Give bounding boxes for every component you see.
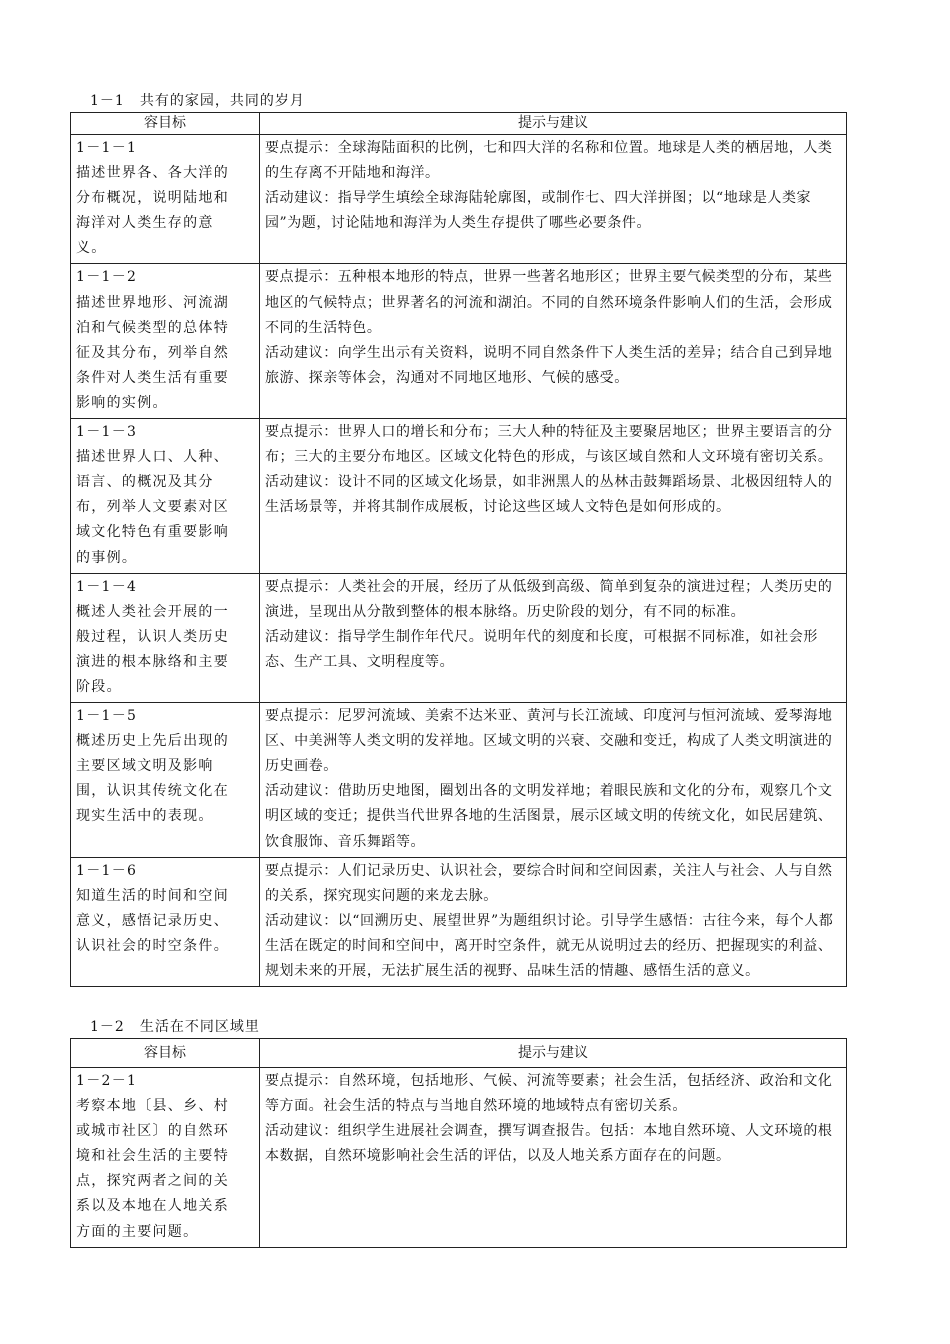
goal-line: 或城市社区〕的自然环 [76,1123,229,1140]
goal-cell [71,1068,260,1248]
goal-line: 系以及本地在人地关系 [76,1198,229,1215]
goal-line: 围，认识其传统文化在 [76,783,229,800]
goal-line: 布，列举人文要素对区 [76,499,229,516]
goal-line: 概述历史上先后出现的 [76,733,229,750]
goal-line: 考察本地〔县、乡、村 [76,1098,229,1115]
goal-line: 影响的实例。 [76,394,168,411]
standards-table [70,1038,847,1248]
section-title: 1－1 共有的家园，共同的岁月 [90,93,305,109]
goal-line: 概述人类社会开展的一 [76,603,229,620]
activity-suggestion: 活动建议：以“回溯历史、展望世界”为题组织讨论。引导学生感悟：古往今来，每个人都生活在既定的时间和空间中，离开时空条件，就无从说明过去的经历、把握现实的利益、规划未来的开展，无法扩展生活的视野、品味生活的情趣、感悟生活的意义。 [265,912,834,979]
section-title: 1－2 生活在不同区域里 [90,1019,260,1035]
goal-line: 主要区域文明及影响 [76,758,214,775]
goal-line: 条件对人类生活有重要 [76,369,229,386]
key-points: 要点提示：人们记录历史、认识社会，要综合时间和空间因素，关注人与社会、人与自然的关系，探究现实问题的来龙去脉。 [265,862,833,904]
table-header-row [71,1039,847,1068]
goal-line: 般过程，认识人类历史 [76,628,229,645]
hints-cell [260,1068,847,1248]
goal-line: 的事例。 [76,549,138,566]
goal-line: 分布概况，说明陆地和 [76,190,229,207]
table-row [71,135,847,264]
goal-line: 境和社会生活的主要特 [76,1148,229,1165]
activity-suggestion: 活动建议：指导学生填绘全球海陆轮廓图，或制作七、四大洋拼图；以“地球是人类家园”为题，讨论陆地和海洋为人类生存提供了哪些必要条件。 [265,190,812,232]
goal-cell [71,573,260,702]
table-row [71,1068,847,1248]
goal-cell [71,857,260,986]
goal-line: 意义，感悟记录历史、 [76,912,229,929]
header-goal: 容目标 [71,113,260,135]
hints-cell [260,857,847,986]
goal-cell [71,703,260,858]
goal-line: 知道生活的时间和空间 [76,887,229,904]
goal-cell [71,135,260,264]
goal-code: 1－1－6 [76,862,138,879]
table-row [71,419,847,574]
goal-cell [71,264,260,419]
hints-cell [260,264,847,419]
hints-cell [260,419,847,574]
goal-line: 认识社会的时空条件。 [76,937,229,954]
header-hints: 提示与建议 [260,113,847,135]
goal-line: 泊和气候类型的总体特 [76,319,229,336]
goal-line: 海洋对人类生存的意 [76,215,214,232]
goal-line: 现实生活中的表现。 [76,808,214,825]
goal-code: 1－1－5 [76,708,138,725]
goal-line: 演进的根本脉络和主要 [76,653,229,670]
activity-suggestion: 活动建议：指导学生制作年代尺。说明年代的刻度和长度，可根据不同标准，如社会形态、生产工具、文明程度等。 [265,628,818,670]
goal-code: 1－1－1 [76,140,138,156]
goal-line: 描述世界各、各大洋的 [76,165,229,182]
table-row [71,857,847,986]
key-points: 要点提示：人类社会的开展，经历了从低级到高级、简单到复杂的演进过程；人类历史的演进，呈现出从分散到整体的根本脉络。历史阶段的划分，有不同的标准。 [265,578,833,620]
goal-cell [71,419,260,574]
goal-line: 语言、的概况及其分 [76,474,214,491]
table-row [71,703,847,858]
header-goal: 容目标 [71,1039,260,1068]
key-points: 要点提示：尼罗河流域、美索不达米亚、黄河与长江流域、印度河与恒河流域、爱琴海地区、中美洲等人类文明的发祥地。区域文明的兴衰、交融和变迁，构成了人类文明演进的历史画卷。 [265,708,833,775]
goal-line: 域文化特色有重要影响 [76,524,229,541]
goal-code: 1－2－1 [76,1073,138,1089]
table-header-row [71,113,847,135]
goal-line: 描述世界人口、人种、 [76,449,229,466]
goal-line: 方面的主要问题。 [76,1223,199,1240]
activity-suggestion: 活动建议：组织学生进展社会调查，撰写调查报告。包括：本地自然环境、人文环境的根本数据，自然环境影响社会生活的评估，以及人地关系方面存在的问题。 [265,1123,833,1165]
activity-suggestion: 活动建议：向学生出示有关资料，说明不同自然条件下人类生活的差异；结合自己到异地旅游、探亲等体会，沟通对不同地区地形、气候的感受。 [265,344,833,386]
activity-suggestion: 活动建议：借助历史地图，圈划出各的文明发祥地；着眼民族和文化的分布，观察几个文明区域的变迁；提供当代世界各地的生活图景，展示区域文明的传统文化，如民居建筑、饮食服饰、音乐舞蹈等。 [265,783,833,850]
goal-line: 义。 [76,240,107,257]
key-points: 要点提示：全球海陆面积的比例，七和四大洋的名称和位置。地球是人类的栖居地，人类的生存离不开陆地和海洋。 [265,140,833,182]
goal-line: 阶段。 [76,678,122,695]
goal-code: 1－1－4 [76,578,138,595]
table-row [71,573,847,702]
goal-code: 1－1－2 [76,269,138,286]
key-points: 要点提示：世界人口的增长和分布；三大人种的特征及主要聚居地区；世界主要语言的分布；三大的主要分布地区。区域文化特色的形成，与该区域自然和人文环境有密切关系。 [265,424,833,466]
key-points: 要点提示：五种根本地形的特点，世界一些著名地形区；世界主要气候类型的分布，某些地区的气候特点；世界著名的河流和湖泊。不同的自然环境条件影响人们的生活，会形成不同的生活特色。 [265,269,833,336]
hints-cell [260,135,847,264]
goal-line: 征及其分布，列举自然 [76,344,229,361]
activity-suggestion: 活动建议：设计不同的区域文化场景，如非洲黑人的丛林击鼓舞蹈场景、北极因纽特人的生活场景等，并将其制作成展板，讨论这些区域人文特色是如何形成的。 [265,474,833,516]
key-points: 要点提示：自然环境，包括地形、气候、河流等要素；社会生活，包括经济、政治和文化等方面。社会生活的特点与当地自然环境的地域特点有密切关系。 [265,1073,833,1115]
header-hints: 提示与建议 [260,1039,847,1068]
standards-table [70,112,847,987]
goal-line: 描述世界地形、河流湖 [76,294,229,311]
table-row [71,264,847,419]
hints-cell [260,573,847,702]
hints-cell [260,703,847,858]
goal-line: 点，探究两者之间的关 [76,1173,229,1190]
goal-code: 1－1－3 [76,424,138,441]
